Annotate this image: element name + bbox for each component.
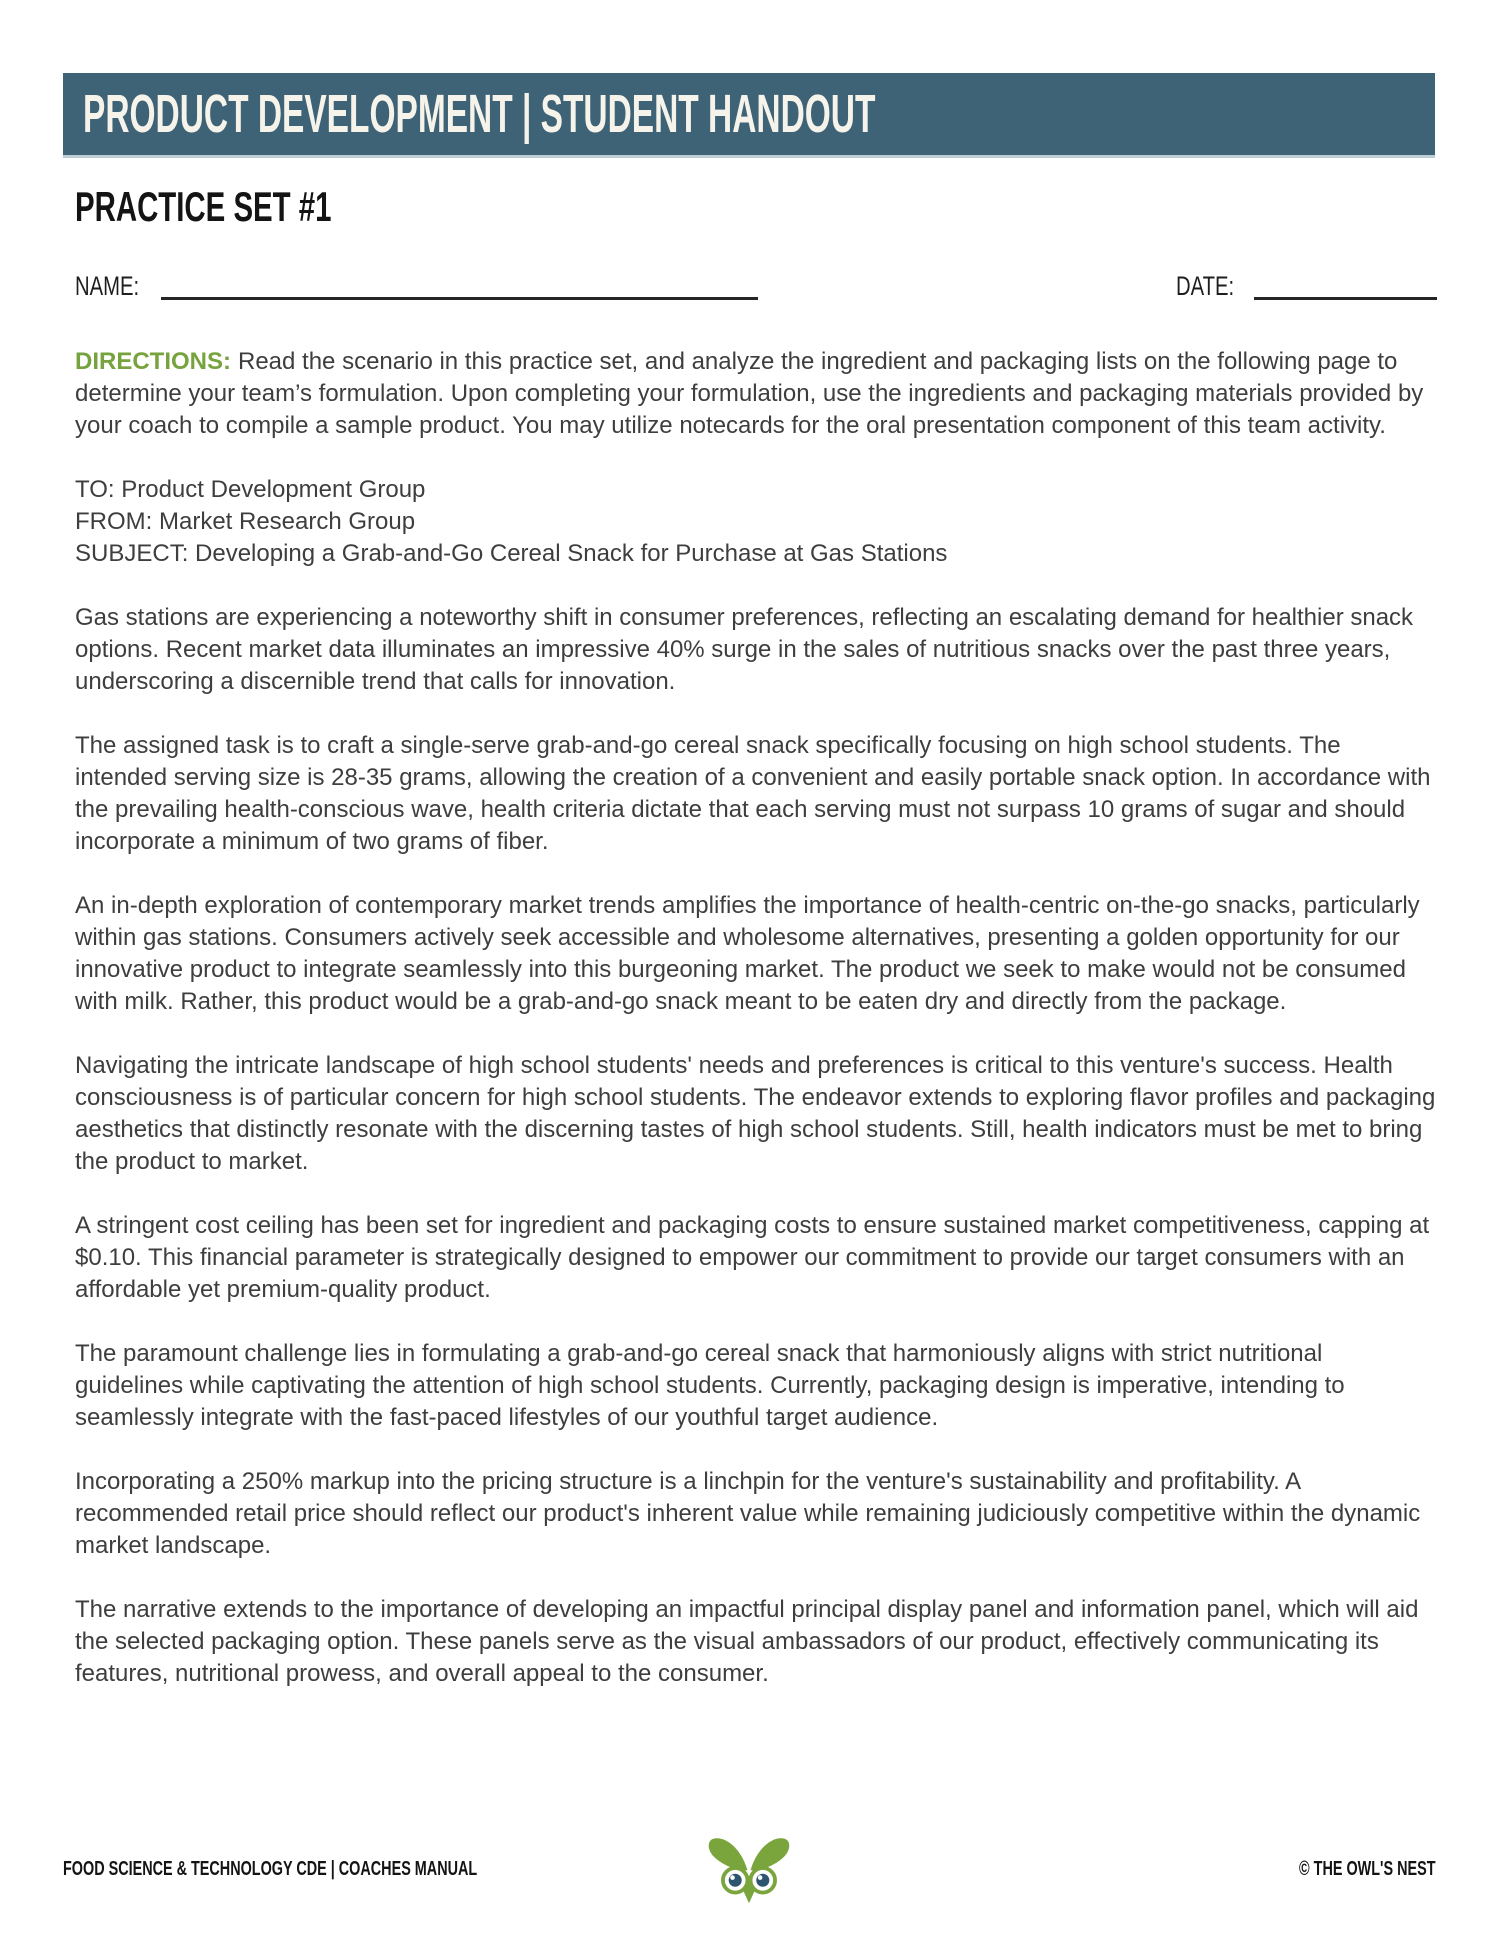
document-title: PRODUCT DEVELOPMENT | STUDENT HANDOUT <box>83 84 876 144</box>
date-input-line[interactable] <box>1254 274 1437 300</box>
name-date-row <box>75 273 1437 300</box>
body-paragraph: An in-depth exploration of contemporary market trends amplifies the importance of health-centric on-the-go snacks, particularly within gas stations. Consumers actively seek accessible and wholesome alternatives, presenting a golden opportunity for our innovative product to integrate seamlessly into this burgeoning market. The product we seek to make would not be consumed with milk. Rather, this product would be a grab-and-go snack meant to be eaten dry and directly from the package. <box>75 892 1420 1015</box>
content-area <box>75 158 1437 1690</box>
directions-paragraph <box>75 346 1437 442</box>
directions-label: DIRECTIONS: <box>75 348 231 375</box>
name-input-line[interactable] <box>161 274 758 300</box>
body-paragraph: The narrative extends to the importance of developing an impactful principal display panel and information panel, which will aid the selected packaging option. These panels serve as the visual ambassadors of our product, effectively communicating its features, nutritional prowess, and overall appeal to the consumer. <box>75 1596 1419 1687</box>
directions-text: Read the scenario in this practice set, and analyze the ingredient and packaging lists on the following page to determine your team’s formulation. Upon completing your formulation, use the ingredients and packaging materials provided by your coach to compile a sample product. You may utilize notecards for the oral presentation component of this team activity. <box>75 348 1424 439</box>
memo-subject-line: SUBJECT: Developing a Grab-and-Go Cereal Snack for Purchase at Gas Stations <box>75 540 948 567</box>
memo-to-line: TO: Product Development Group <box>75 476 426 503</box>
body-paragraph: Navigating the intricate landscape of high school students' needs and preferences is critical to this venture's success. Health consciousness is of particular concern for high school students. The endeavor extends to exploring flavor profiles and packaging aesthetics that distinctly resonate with the discerning tastes of high school students. Still, health indicators must be met to bring the product to market. <box>75 1052 1436 1175</box>
owl-logo-icon <box>703 1828 795 1908</box>
memo-header <box>75 474 1437 570</box>
body-paragraph: The assigned task is to craft a single-serve grab-and-go cereal snack specifically focusing on high school students. The intended serving size is 28-35 grams, allowing the creation of a convenient and easily portable snack option. In accordance with the prevailing health-conscious wave, health criteria dictate that each serving must not surpass 10 grams of sugar and should incorporate a minimum of two grams of fiber. <box>75 732 1431 855</box>
footer-right-text: © THE OWL'S NEST <box>1298 1857 1435 1880</box>
body-paragraph: The paramount challenge lies in formulating a grab-and-go cereal snack that harmoniously aligns with strict nutritional guidelines while captivating the attention of high school students. Currently, packaging design is imperative, intending to seamlessly integrate with the fast-paced lifestyles of our youthful target audience. <box>75 1340 1345 1431</box>
body-paragraph: Gas stations are experiencing a noteworthy shift in consumer preferences, reflecting an escalating demand for healthier snack options. Recent market data illuminates an impressive 40% surge in the sales of nutritious snacks over the past three years, underscoring a discernible trend that calls for innovation. <box>75 604 1414 695</box>
memo-from-line: FROM: Market Research Group <box>75 508 416 535</box>
date-field <box>1176 273 1437 300</box>
footer-left-text: FOOD SCIENCE & TECHNOLOGY CDE | COACHES MANUAL <box>63 1857 478 1880</box>
date-label: DATE: <box>1176 271 1235 301</box>
practice-set-title: PRACTICE SET #1 <box>75 183 332 230</box>
owl-icon <box>703 1828 795 1908</box>
footer <box>63 1826 1435 1912</box>
body-paragraph: Incorporating a 250% markup into the pricing structure is a linchpin for the venture's sustainability and profitability. A recommended retail price should reflect our product's inherent value while remaining judiciously competitive within the dynamic market landscape. <box>75 1468 1421 1559</box>
name-label: NAME: <box>75 271 140 301</box>
name-field <box>75 273 758 300</box>
body-paragraph: A stringent cost ceiling has been set for ingredient and packaging costs to ensure sustained market competitiveness, capping at $0.10. This financial parameter is strategically designed to empower our commitment to provide our target consumers with an affordable yet premium-quality product. <box>75 1212 1430 1303</box>
header-bar <box>63 73 1435 158</box>
